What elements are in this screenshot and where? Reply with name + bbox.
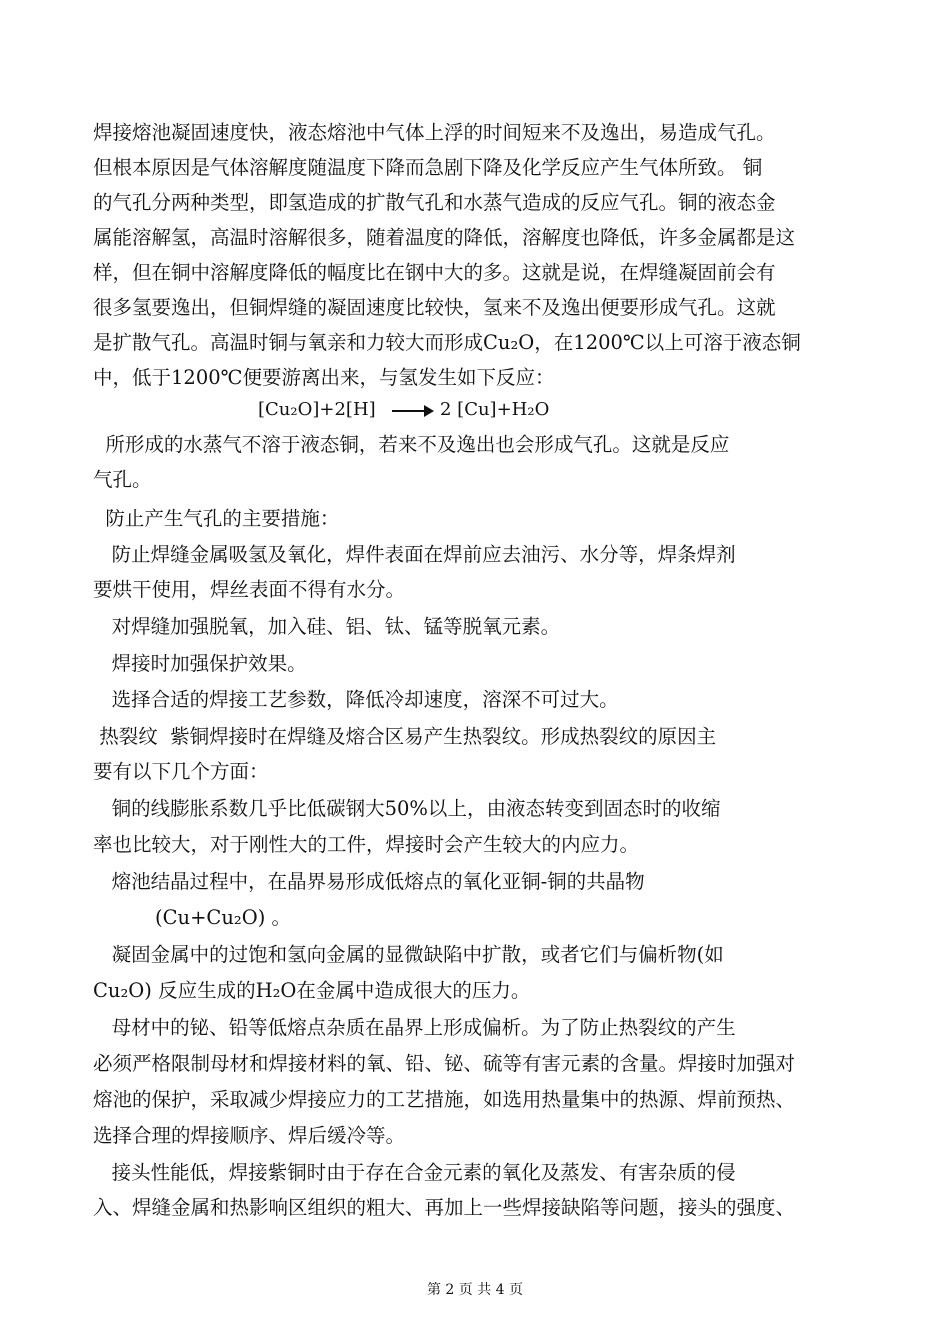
text-line: (Cu+Cu₂O) 。 <box>93 906 291 929</box>
equation-right: 2 [Cu]+H₂O <box>440 399 550 420</box>
text-line: 焊接时加强保护效果。 <box>93 652 307 675</box>
text-line: 的气孔分两种类型，即氢造成的扩散气孔和水蒸气造成的反应气孔。铜的液态金 <box>93 191 776 214</box>
text-line: 防止产生气孔的主要措施： <box>93 507 340 530</box>
text-line: 率也比较大，对于刚性大的工件，焊接时会产生较大的内应力。 <box>93 833 640 856</box>
reaction-arrow-icon <box>392 410 432 412</box>
text-line: 凝固金属中的过饱和氢向金属的显微缺陷中扩散，或者它们与偏析物(如 <box>93 943 724 966</box>
text-line: 但根本原因是气体溶解度随温度下降而急剧下降及化学反应产生气体所致。 铜 <box>93 156 763 179</box>
text-line: 防止焊缝金属吸氢及氧化，焊件表面在焊前应去油污、水分等，焊条焊剂 <box>93 543 736 566</box>
text-line: 对焊缝加强脱氧，加入硅、铝、钛、锰等脱氧元素。 <box>93 615 561 638</box>
text-line: 要烘干使用，焊丝表面不得有水分。 <box>93 578 406 601</box>
text-line: 所形成的水蒸气不溶于液态铜，若来不及逸出也会形成气孔。这就是反应 <box>93 433 730 456</box>
text-line: 是扩散气孔。高温时铜与氧亲和力较大而形成Cu₂O，在1200℃以上可溶于液态铜 <box>93 331 801 354</box>
page-footer: 第 2 页 共 4 页 <box>426 1282 524 1298</box>
text-line: 焊接熔池凝固速度快，液态熔池中气体上浮的时间短来不及逸出，易造成气孔。 <box>93 121 776 144</box>
text-line: 熔池结晶过程中，在晶界易形成低熔点的氧化亚铜-铜的共晶物 <box>93 870 645 893</box>
equation-left: [Cu₂O]+2[H] <box>258 399 376 420</box>
text-line: 选择合理的焊接顺序、焊后缓冷等。 <box>93 1124 406 1147</box>
text-line: 热裂纹 紫铜焊接时在焊缝及熔合区易产生热裂纹。形成热裂纹的原因主 <box>93 725 717 748</box>
text-line: 很多氢要逸出，但铜焊缝的凝固速度比较快，氢来不及逸出便要形成气孔。这就 <box>93 296 776 319</box>
text-line: 中，低于1200℃便要游离出来，与氢发生如下反应： <box>93 366 555 389</box>
text-line: 母材中的铋、铅等低熔点杂质在晶界上形成偏析。为了防止热裂纹的产生 <box>93 1016 736 1039</box>
text-line: 入、焊缝金属和热影响区组织的粗大、再加上一些焊接缺陷等问题，接头的强度、 <box>93 1196 796 1219</box>
text-line: 要有以下几个方面： <box>93 760 269 783</box>
text-line: 气孔。 <box>93 468 152 491</box>
text-line: 必须严格限制母材和焊接材料的氧、铅、铋、硫等有害元素的含量。焊接时加强对 <box>93 1052 796 1075</box>
text-line: 熔池的保护，采取减少焊接应力的工艺措施，如选用热量集中的热源、焊前预热、 <box>93 1088 796 1111</box>
text-line: 接头性能低，焊接紫铜时由于存在合金元素的氧化及蒸发、有害杂质的侵 <box>93 1161 736 1184</box>
text-line: Cu₂O) 反应生成的H₂O在金属中造成很大的压力。 <box>93 979 531 1002</box>
text-line: 属能溶解氢，高温时溶解很多，随着温度的降低，溶解度也降低，许多金属都是这 <box>93 226 796 249</box>
text-line: 样，但在铜中溶解度降低的幅度比在钢中大的多。这就是说，在焊缝凝固前会有 <box>93 261 776 284</box>
text-line: 选择合适的焊接工艺参数，降低冷却速度，溶深不可过大。 <box>93 688 619 711</box>
text-line: 铜的线膨胀系数几乎比低碳钢大50%以上，由液态转变到固态时的收缩 <box>93 797 721 820</box>
